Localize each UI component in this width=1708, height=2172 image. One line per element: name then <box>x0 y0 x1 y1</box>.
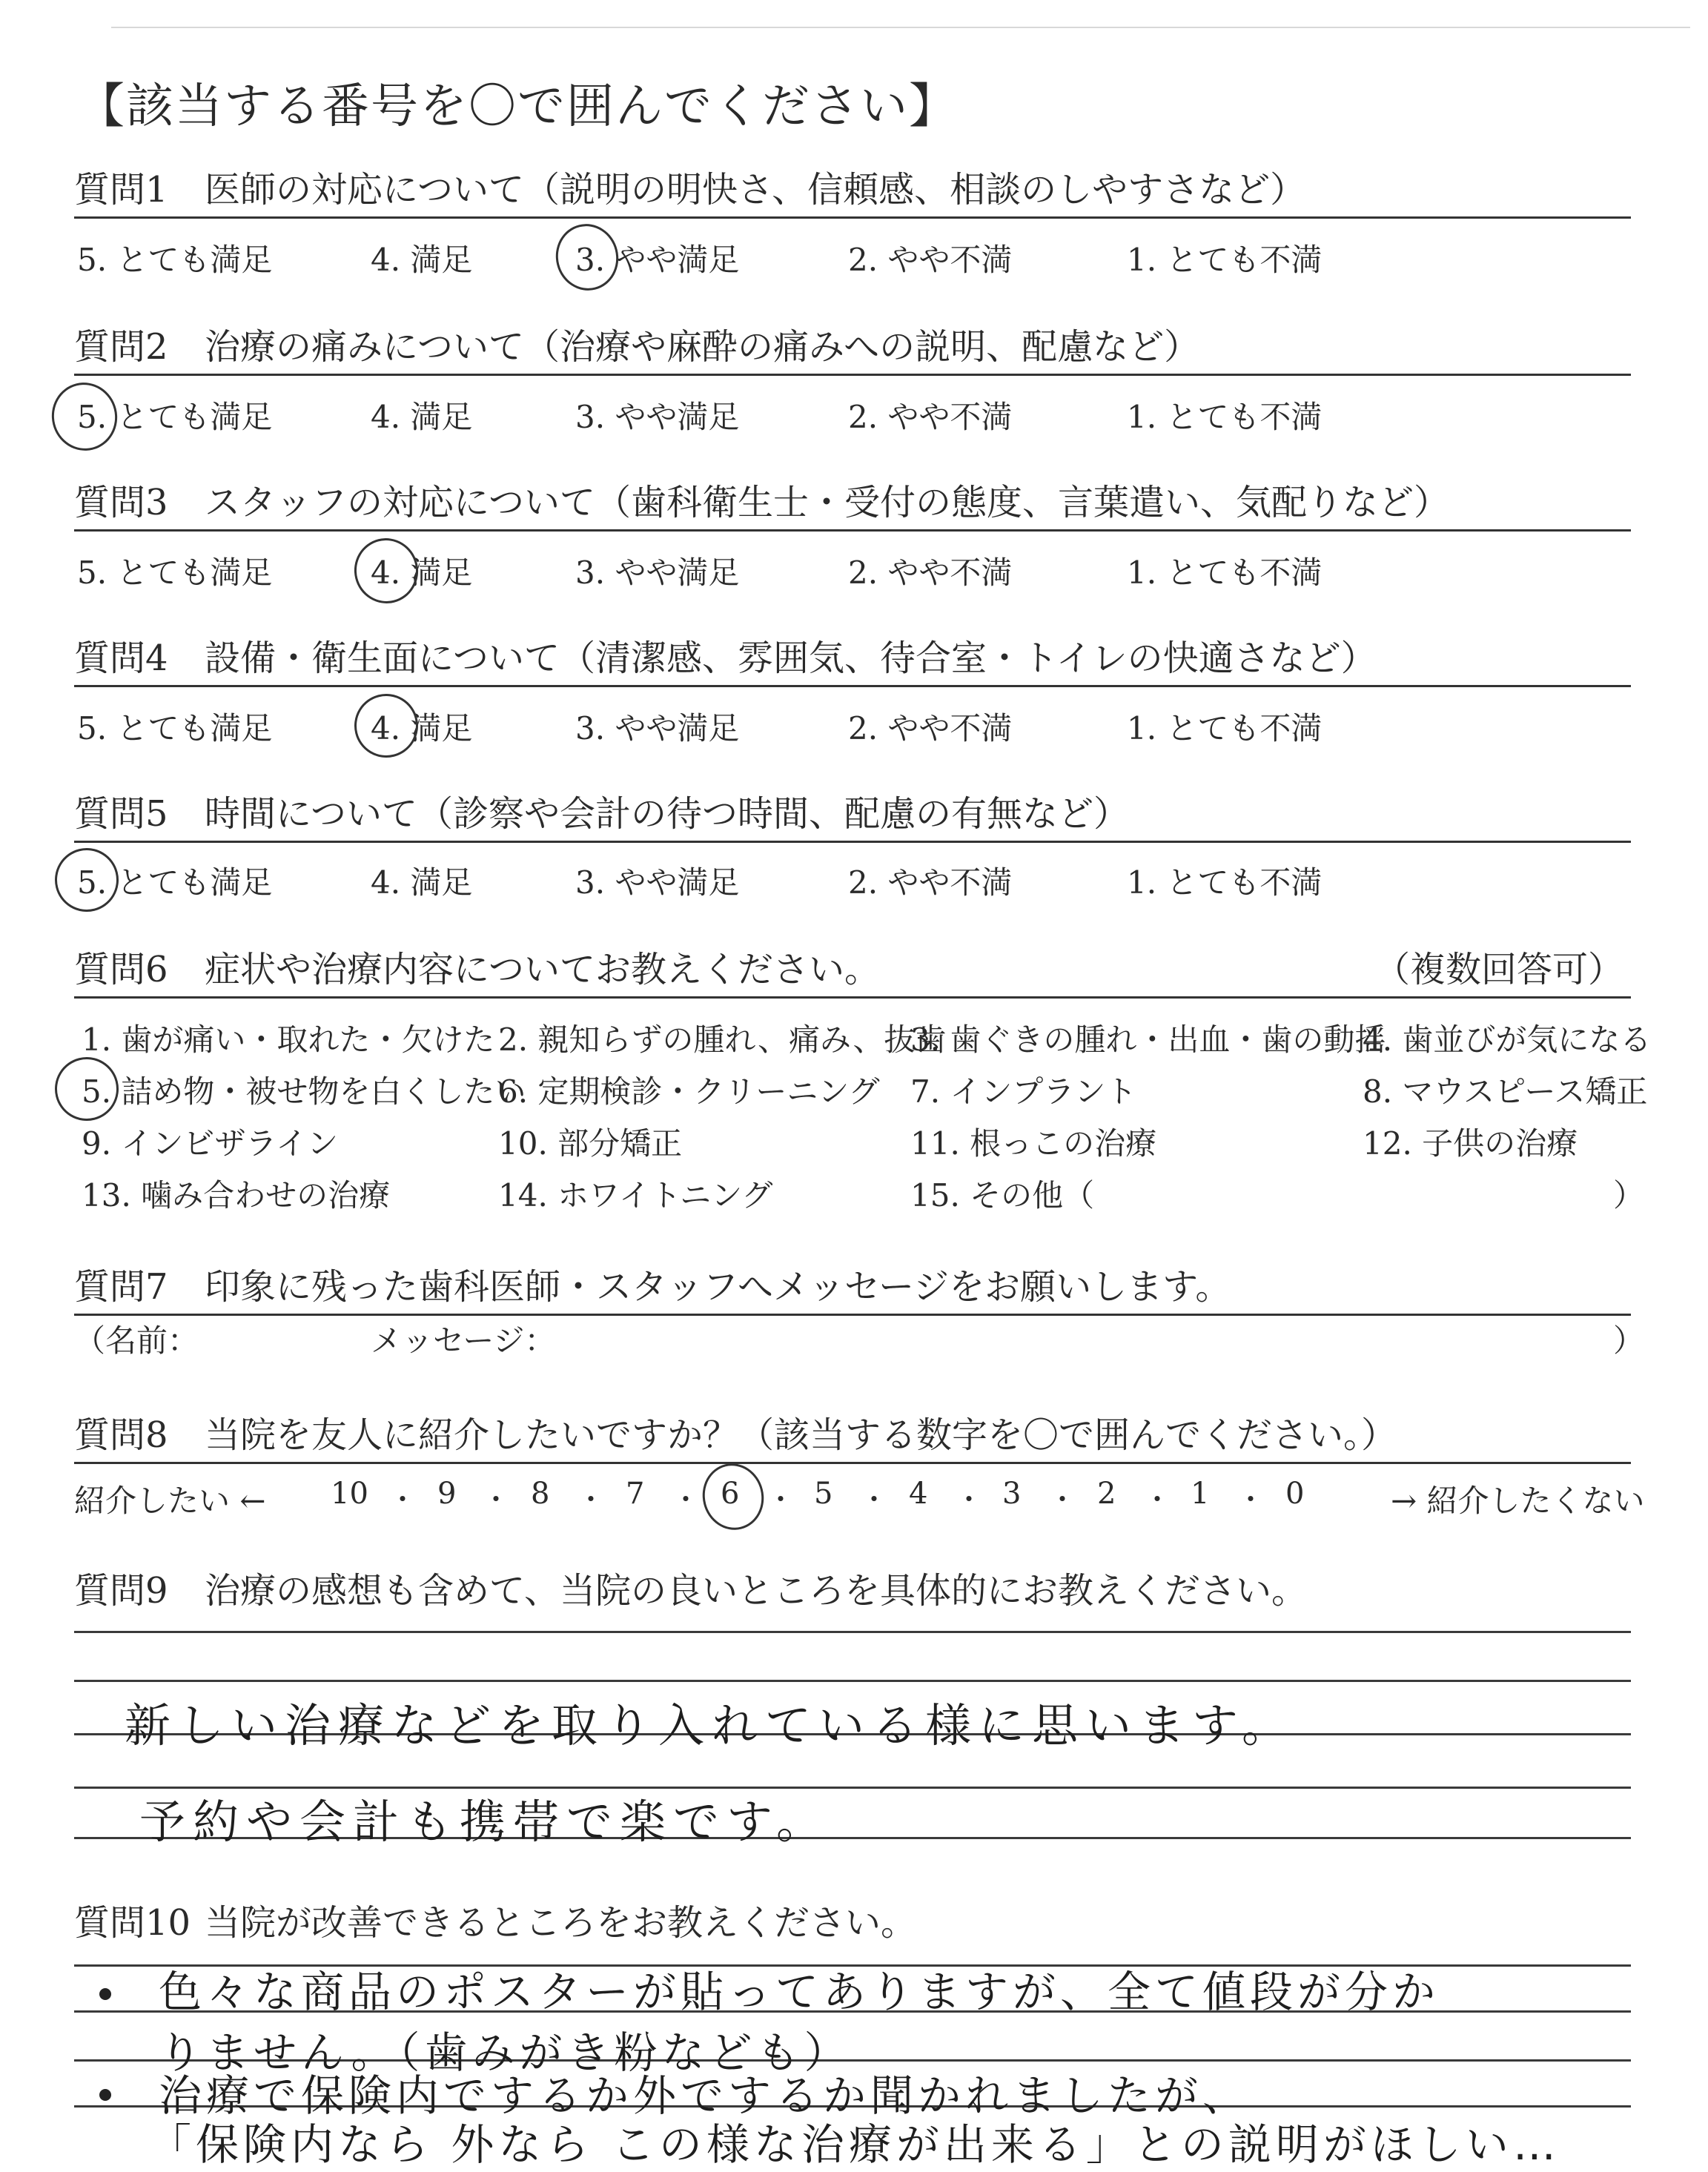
q6-row-4 <box>74 1171 1645 1214</box>
question-4 <box>74 632 1631 687</box>
q6-option-14[interactable]: 14. ホワイトニング <box>498 1177 773 1214</box>
page-title: 【該当する番号を〇で囲んでください】 <box>77 79 958 134</box>
q8-sep: ・ <box>1048 1483 1077 1516</box>
q4-option-4[interactable]: 4. 満足 <box>371 710 473 746</box>
q5-option-3[interactable]: 3. やや満足 <box>575 864 740 901</box>
q2-option-3[interactable]: 3. やや満足 <box>575 399 740 435</box>
q8-sep: ・ <box>388 1483 417 1516</box>
q8-sep: ・ <box>1237 1483 1265 1516</box>
answer-line <box>74 1631 1631 1633</box>
question-9 <box>74 1564 1631 1618</box>
q6-option-11[interactable]: 11. 根っこの治療 <box>910 1125 1157 1162</box>
q4-option-3[interactable]: 3. やや満足 <box>575 710 740 746</box>
q1-option-3[interactable]: 3. やや満足 <box>575 242 740 278</box>
question-5-number: 質問5 <box>74 793 168 835</box>
q8-score-6[interactable]: 6 <box>721 1477 740 1511</box>
q7-name-label: （名前： <box>74 1322 199 1359</box>
q1-option-4[interactable]: 4. 満足 <box>371 242 473 278</box>
q8-sep: ・ <box>1143 1483 1172 1516</box>
q5-option-4[interactable]: 4. 満足 <box>371 864 473 901</box>
question-9-number: 質問9 <box>74 1570 168 1612</box>
q10-answer-2: りません。（歯みがき粉なども） <box>159 2027 852 2078</box>
selected-circle-q2 <box>44 376 125 458</box>
q6-row-2 <box>74 1067 1648 1110</box>
q2-option-1[interactable]: 1. とても不満 <box>1127 399 1323 435</box>
q8-score-1[interactable]: 1 <box>1191 1477 1210 1511</box>
q8-score-2[interactable]: 2 <box>1097 1477 1116 1511</box>
question-4-number: 質問4 <box>74 638 168 679</box>
question-7 <box>74 1260 1631 1316</box>
question-5 <box>74 787 1631 843</box>
q5-option-5[interactable]: 5. とても満足 <box>77 864 273 901</box>
question-5-text: 時間について（診察や会計の待つ時間、配慮の有無など） <box>205 793 1130 835</box>
question-10-number: 質問10 <box>74 1902 191 1944</box>
question-1-number: 質問1 <box>74 169 168 211</box>
q6-row-1 <box>74 1016 1652 1058</box>
q6-option-9[interactable]: 9. インビザライン <box>82 1125 339 1162</box>
q6-option-15-close: ） <box>1613 1177 1645 1214</box>
q6-row-3 <box>74 1119 1631 1161</box>
question-1-text: 医師の対応について（説明の明快さ、信頼感、相談のしやすさなど） <box>205 169 1306 211</box>
q1-option-1[interactable]: 1. とても不満 <box>1127 242 1323 278</box>
question-10 <box>74 1896 1631 1950</box>
question-5-options <box>74 858 1631 900</box>
bullet-icon <box>99 2089 111 2101</box>
selected-circle-q1 <box>549 217 625 297</box>
question-2 <box>74 320 1631 376</box>
q6-option-1[interactable]: 1. 歯が痛い・取れた・欠けた <box>82 1022 495 1058</box>
question-3-text: スタッフの対応について（歯科衛生士・受付の態度、言葉遣い、気配りなど） <box>205 482 1450 523</box>
q8-scale <box>74 1477 1645 1519</box>
q6-option-5[interactable]: 5. 詰め物・被せ物を白くしたい <box>82 1073 526 1110</box>
question-4-text: 設備・衛生面について（清潔感、雰囲気、待合室・トイレの快適さなど） <box>205 638 1377 679</box>
q7-fields <box>74 1317 1645 1359</box>
q10-answer-1: 色々な商品のポスターが貼ってありますが、全て値段が分か <box>159 1967 1440 2017</box>
q2-option-5[interactable]: 5. とても満足 <box>77 399 273 435</box>
question-6-number: 質問6 <box>74 949 168 990</box>
question-7-number: 質問7 <box>74 1266 168 1308</box>
q4-option-1[interactable]: 1. とても不満 <box>1127 710 1323 746</box>
q3-option-5[interactable]: 5. とても満足 <box>77 554 273 591</box>
question-9-text: 治療の感想も含めて、当院の良いところを具体的にお教えください。 <box>205 1570 1308 1612</box>
q3-option-3[interactable]: 3. やや満足 <box>575 554 740 591</box>
q8-score-8[interactable]: 8 <box>531 1477 550 1511</box>
q7-close-paren: ） <box>1613 1322 1645 1359</box>
q1-option-2[interactable]: 2. やや不満 <box>848 242 1013 278</box>
question-7-text: 印象に残った歯科医師・スタッフへメッセージをお願いします。 <box>205 1266 1231 1308</box>
q2-option-2[interactable]: 2. やや不満 <box>848 399 1013 435</box>
selected-circle-q3 <box>348 532 426 610</box>
q8-sep: ・ <box>577 1483 606 1516</box>
q6-option-10[interactable]: 10. 部分矯正 <box>498 1125 683 1162</box>
q8-sep: ・ <box>860 1483 889 1516</box>
q8-score-4[interactable]: 4 <box>909 1477 928 1511</box>
q8-score-7[interactable]: 7 <box>626 1477 645 1511</box>
q8-score-3[interactable]: 3 <box>1002 1477 1022 1511</box>
question-2-number: 質問2 <box>74 326 168 368</box>
question-8 <box>74 1408 1631 1464</box>
question-1-options <box>74 236 1631 277</box>
q5-option-2[interactable]: 2. やや不満 <box>848 864 1013 901</box>
question-8-number: 質問8 <box>74 1414 168 1456</box>
question-2-text: 治療の痛みについて（治療や麻酔の痛みへの説明、配慮など） <box>205 326 1200 368</box>
bullet-icon <box>99 1988 111 2000</box>
question-2-options <box>74 393 1631 434</box>
q3-option-1[interactable]: 1. とても不満 <box>1127 554 1323 591</box>
q5-option-1[interactable]: 1. とても不満 <box>1127 864 1323 901</box>
q8-score-0[interactable]: 0 <box>1285 1477 1305 1511</box>
q8-sep: ・ <box>672 1483 701 1516</box>
page-top-border <box>111 27 1690 28</box>
q10-answer-3: 治療で保険内でするか外でするか聞かれましたが、 <box>159 2070 1251 2121</box>
q6-option-6[interactable]: 6. 定期検診・クリーニング <box>498 1073 880 1110</box>
q8-score-10[interactable]: 10 <box>331 1477 368 1511</box>
question-3 <box>74 476 1631 532</box>
question-10-text: 当院が改善できるところをお教えください。 <box>205 1902 917 1944</box>
q9-answer-1: 新しい治療などを取り入れている様に思います。 <box>125 1698 1296 1752</box>
q6-option-12[interactable]: 12. 子供の治療 <box>1363 1125 1578 1162</box>
q6-option-3[interactable]: 3. 歯ぐきの腫れ・出血・歯の動揺 <box>910 1022 1386 1058</box>
q8-score-5[interactable]: 5 <box>814 1477 833 1511</box>
q6-option-2[interactable]: 2. 親知らずの腫れ、痛み、抜歯 <box>498 1022 947 1058</box>
selected-circle-q4 <box>348 687 425 764</box>
q4-option-2[interactable]: 2. やや不満 <box>848 710 1013 746</box>
question-4-options <box>74 704 1631 746</box>
q7-message-label: メッセージ： <box>371 1322 556 1359</box>
answer-line <box>74 1680 1631 1682</box>
q4-option-5[interactable]: 5. とても満足 <box>77 710 273 746</box>
q8-sep: ・ <box>767 1483 795 1516</box>
question-6-note: （複数回答可） <box>1374 949 1623 990</box>
q6-option-15[interactable]: 15. その他（ <box>910 1177 1095 1214</box>
selected-circle-q6 <box>48 1050 125 1128</box>
q8-left-label: 紹介したい ← <box>74 1483 266 1519</box>
selected-circle-q8 <box>695 1457 770 1536</box>
q6-option-8[interactable]: 8. マウスピース矯正 <box>1363 1073 1648 1110</box>
q1-option-5[interactable]: 5. とても満足 <box>77 242 273 278</box>
q10-answer-4: 「保険内なら 外なら この様な治療が出来る」との説明がほしい… <box>148 2119 1560 2170</box>
question-3-options <box>74 549 1631 590</box>
question-6 <box>74 943 1631 999</box>
question-6-text: 症状や治療内容についてお教えください。 <box>205 949 881 990</box>
q8-right-label: → 紹介したくない <box>1391 1483 1645 1519</box>
selected-circle-q5 <box>48 841 125 918</box>
q8-score-9[interactable]: 9 <box>437 1477 457 1511</box>
q6-option-7[interactable]: 7. インプラント <box>910 1073 1137 1110</box>
question-3-number: 質問3 <box>74 482 168 523</box>
question-8-text: 当院を友人に紹介したいですか？（該当する数字を〇で囲んでください。） <box>205 1414 1397 1456</box>
q6-option-13[interactable]: 13. 噛み合わせの治療 <box>82 1177 391 1214</box>
q9-answer-2: 予約や会計も携帯で楽です。 <box>139 1795 830 1849</box>
q8-sep: ・ <box>955 1483 984 1516</box>
q6-option-4[interactable]: 4. 歯並びが気になる <box>1363 1022 1652 1058</box>
q3-option-2[interactable]: 2. やや不満 <box>848 554 1013 591</box>
q3-option-4[interactable]: 4. 満足 <box>371 554 473 591</box>
q2-option-4[interactable]: 4. 満足 <box>371 399 473 435</box>
q8-sep: ・ <box>482 1483 511 1516</box>
question-1 <box>74 163 1631 219</box>
